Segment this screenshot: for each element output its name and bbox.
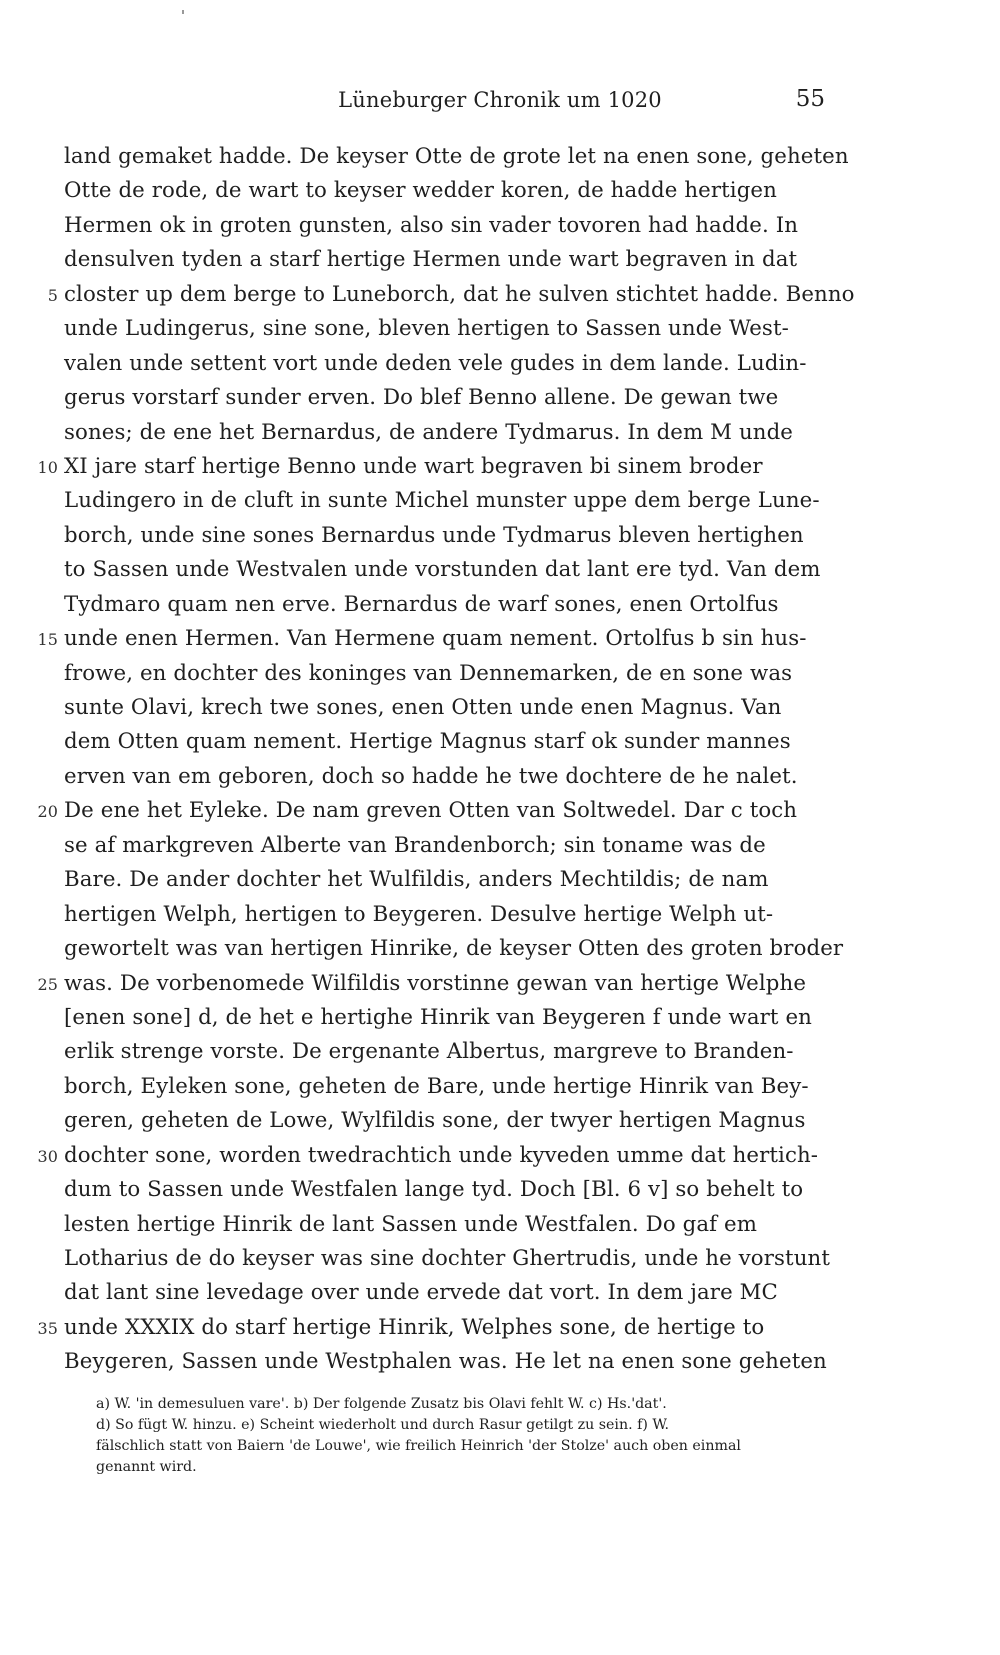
line-text: unde Ludingerus, sine sone, bleven hertigen to Sassen unde West- [64,316,789,342]
line-text: De ene het Eyleke. De nam greven Otten van Soltwedel. Dar c toch [64,798,798,824]
line-text: se af markgreven Alberte van Brandenborch; sin toname was de [64,832,766,858]
line-text: to Sassen unde Westvalen unde vorstunden dat lant ere tyd. Van dem [64,557,821,583]
line-text: [enen sone] d, de het e hertighe Hinrik van Beygeren f unde wart en [64,1004,812,1030]
line-text: dem Otten quam nement. Hertige Magnus starf ok sunder mannes [64,729,791,755]
text-line [64,1276,864,1310]
text-line [64,174,864,208]
text-line [64,657,864,691]
text-line [37,450,864,484]
footnote-line: fälschlich statt von Baiern 'de Louwe', wie freilich Heinrich 'der Stolze' auch oben einmal [96,1438,741,1454]
running-title: Lüneburger Chronik um 1020 [338,88,662,112]
line-number: 30 [37,1146,58,1166]
text-line [64,484,864,518]
line-text: valen unde settent vort unde deden vele gudes in dem lande. Ludin- [64,350,807,376]
text-line [64,209,864,243]
text-line [64,1208,864,1242]
text-line [64,932,864,966]
text-line [64,863,864,897]
line-text: sunte Olavi, krech twe sones, enen Otten unde enen Magnus. Van [64,695,782,720]
line-number: 10 [37,457,58,477]
line-text: sones; de ene het Bernardus, de andere Tydmarus. In dem M unde [64,419,794,445]
footnote-line: d) So fügt W. hinzu. e) Scheint wiederholt und durch Rasur getilgt zu sein. f) W. [96,1417,670,1433]
text-line [64,140,864,174]
line-text: Lotharius de do keyser was sine dochter Ghertrudis, unde he vorstunt [64,1246,830,1271]
text-line [64,898,864,932]
text-line [47,278,864,312]
line-text: dum to Sassen unde Westfalen lange tyd. Doch [Bl. 6 v] so behelt to [64,1177,804,1203]
text-line [64,1104,864,1138]
text-line [64,381,864,415]
line-text: Beygeren, Sassen unde Westphalen was. He let na enen sone geheten [64,1349,827,1375]
text-line [64,725,864,759]
running-header [0,84,1000,120]
text-line [64,553,864,587]
text-line [64,588,864,622]
line-text: densulven tyden a starf hertige Hermen unde wart begraven in dat [64,247,798,273]
line-text: gerus vorstarf sunder erven. Do blef Benno allene. De gewan twe [64,385,779,411]
line-text: dochter sone, worden twedrachtich unde kyveden umme dat hertich- [64,1142,819,1168]
text-line [64,1242,864,1276]
line-text: lesten hertige Hinrik de lant Sassen unde Westfalen. Do gaf em [64,1211,758,1237]
line-text: Ludingero in de cluft in sunte Michel munster uppe dem berge Lune- [64,488,820,514]
text-line [37,794,864,828]
text-line [64,519,864,553]
text-line [64,1001,864,1035]
text-line [64,416,864,450]
line-text: was. De vorbenomede Wilfildis vorstinne gewan van hertige Welphe [64,970,807,996]
text-line [37,1139,864,1173]
line-text: Otte de rode, de wart to keyser wedder koren, de hadde hertigen [64,178,777,204]
footnotes [96,1394,856,1478]
line-text: borch, unde sine sones Bernardus unde Tydmarus bleven hertighen [64,522,804,548]
text-line [64,1070,864,1104]
text-line [64,1345,864,1379]
text-line [64,312,864,346]
text-line [64,243,864,277]
text-line [37,1311,864,1345]
line-text: geren, geheten de Lowe, Wylfildis sone, der twyer hertigen Magnus [64,1108,806,1134]
line-text: Bare. De ander dochter het Wulfildis, anders Mechtildis; de nam [64,867,769,893]
line-text: Hermen ok in groten gunsten, also sin vader tovoren had hadde. In [64,212,799,238]
text-line [64,829,864,863]
line-number: 20 [37,802,58,822]
footnote-line: a) W. 'in demesuluen vare'. b) Der folgende Zusatz bis Olavi fehlt W. c) Hs.'dat'. [96,1396,667,1412]
line-text: unde enen Hermen. Van Hermene quam nement. Ortolfus b sin hus- [64,626,807,652]
page-number: 55 [795,86,825,112]
print-speck [182,10,184,14]
line-number: 35 [37,1318,58,1338]
line-text: unde XXXIX do starf hertige Hinrik, Welphes sone, de hertige to [64,1314,765,1340]
footnote-line: genannt wird. [96,1459,197,1475]
text-line [64,1035,864,1069]
text-line [64,1173,864,1207]
line-number: 25 [37,974,58,994]
text-line [64,760,864,794]
line-text: frowe, en dochter des koninges van Dennemarken, de en sone was [64,660,793,686]
line-text: gewortelt was van hertigen Hinrike, de keyser Otten des groten broder [64,936,844,962]
line-text: borch, Eyleken sone, geheten de Bare, unde hertige Hinrik van Bey- [64,1073,809,1099]
line-text: Tydmaro quam nen erve. Bernardus de warf sones, enen Ortolfus [64,591,779,617]
line-text: hertigen Welph, hertigen to Beygeren. Desulve hertige Welph ut- [64,901,774,927]
line-text: land gemaket hadde. De keyser Otte de grote let na enen sone, geheten [64,144,849,169]
line-text: erven van em geboren, doch so hadde he twe dochtere de he nalet. [64,763,798,789]
line-number: 15 [37,630,58,650]
text-line [37,622,864,656]
line-number: 5 [47,285,58,305]
text-line [64,691,864,725]
line-text: XI jare starf hertige Benno unde wart begraven bi sinem broder [64,453,763,479]
text-line [37,967,864,1001]
body-text [37,140,864,1380]
line-text: closter up dem berge to Luneborch, dat he sulven stichtet hadde. Benno [64,281,855,307]
text-line [64,347,864,381]
line-text: dat lant sine levedage over unde ervede dat vort. In dem jare MC [64,1280,778,1306]
line-text: erlik strenge vorste. De ergenante Albertus, margreve to Branden- [64,1039,794,1065]
